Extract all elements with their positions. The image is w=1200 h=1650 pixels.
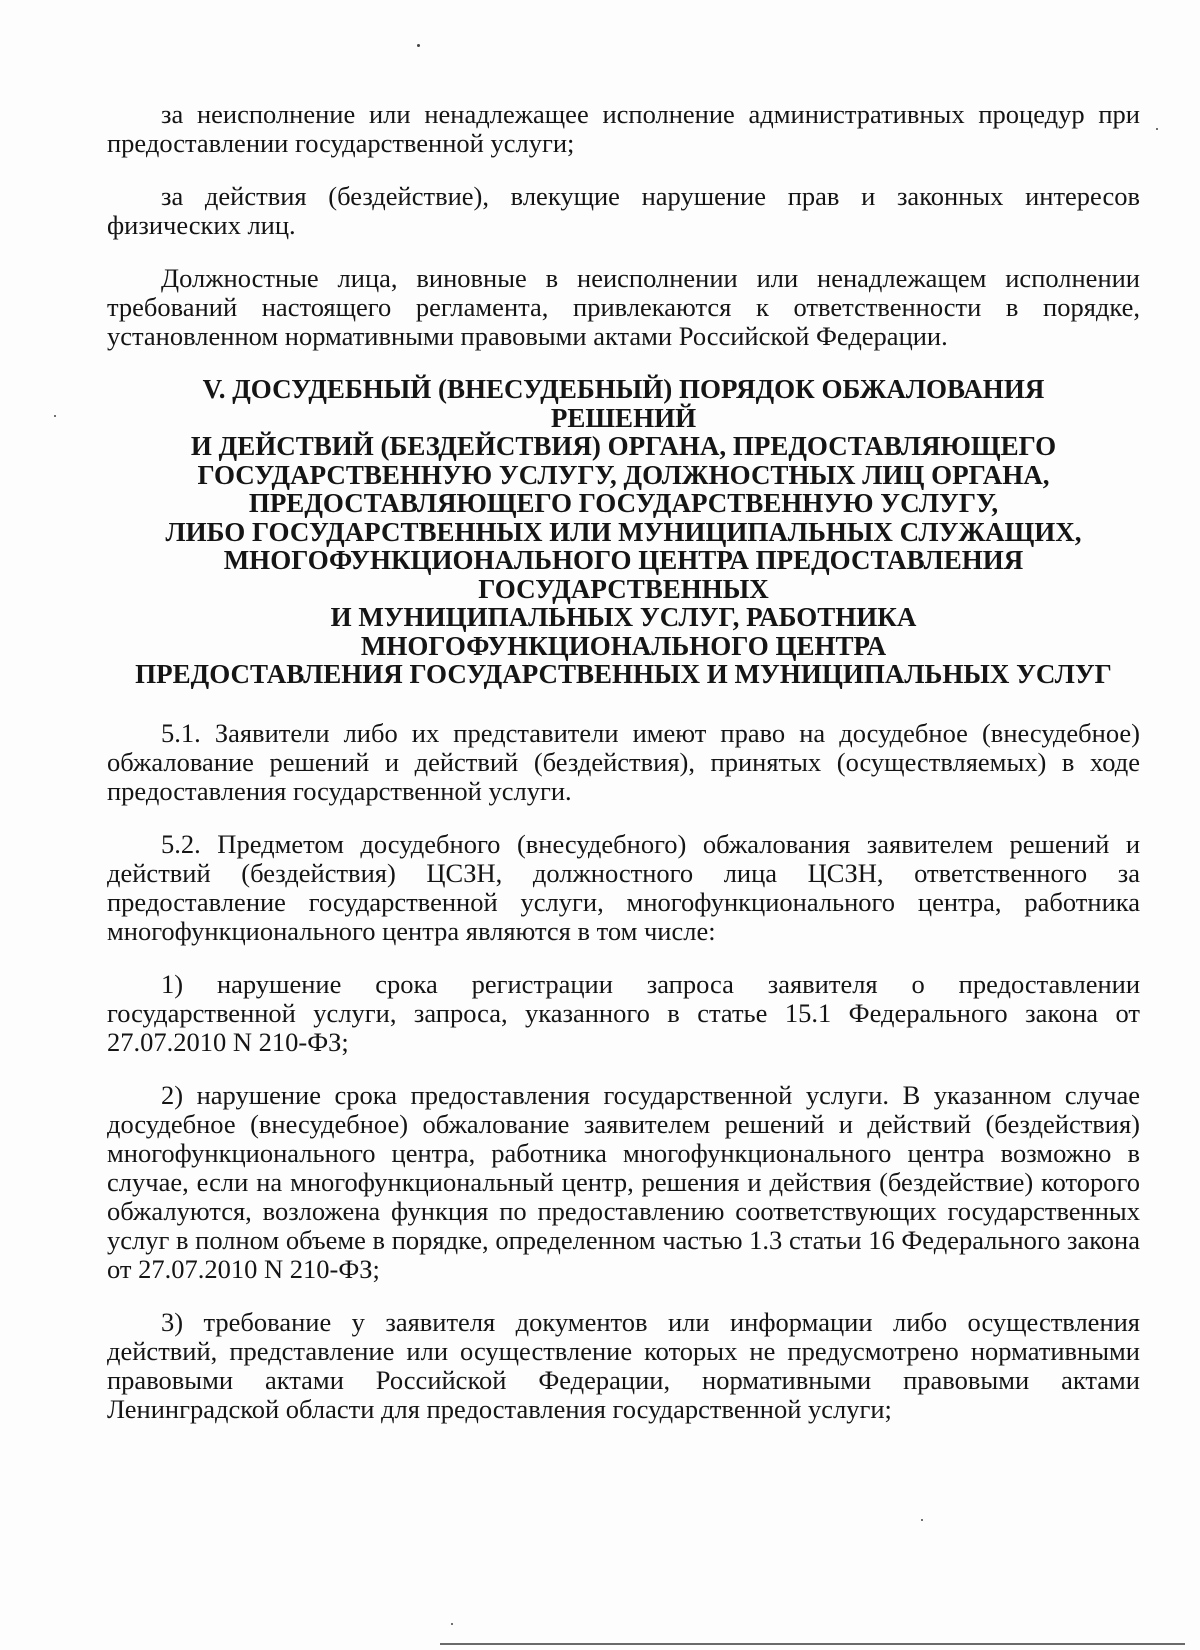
section-v-heading <box>107 375 1140 689</box>
heading-line: МНОГОФУНКЦИОНАЛЬНОГО ЦЕНТРА <box>360 630 887 661</box>
paragraph-officials-liability: Должностные лица, виновные в неисполнении или ненадлежащем исполнении требований настоящего регламента, привлекаются к ответственности в порядке, установленном нормативными правовыми актами Российской Федерации. <box>107 263 1140 351</box>
heading-line: ГОСУДАРСТВЕННЫХ <box>478 573 769 604</box>
list-item-1-registration-deadline: 1) нарушение срока регистрации запроса заявителя о предоставлении государственной услуги, запроса, указанного в статье 15.1 Федерального закона от 27.07.2010 N 210-ФЗ; <box>107 968 1140 1057</box>
heading-line: РЕШЕНИЙ <box>550 402 697 433</box>
document-body <box>107 100 1140 1448</box>
heading-line: И МУНИЦИПАЛЬНЫХ УСЛУГ, РАБОТНИКА <box>330 602 917 632</box>
page-bottom-rule <box>440 1643 1185 1645</box>
heading-line: ГОСУДАРСТВЕННУЮ УСЛУГУ, ДОЛЖНОСТНЫХ ЛИЦ ОРГАНА, <box>197 459 1050 490</box>
scan-speck <box>54 415 56 417</box>
list-item-2-service-deadline: 2) нарушение срока предоставления государственной услуги. В указанном случае досудебное (внесудебное) обжалование заявителем решений и действий (бездействия) многофункционального центра, работника многофункционального центра возможно в случае, если на многофункциональный центр, решения и действия (бездействие) которого обжалуются, возложена функция по предоставлению соответствующих государственных услуг в полном объеме в порядке, определенном частью 1.3 статьи 16 Федерального закона от 27.07.2010 N 210-ФЗ; <box>107 1079 1140 1284</box>
scan-speck <box>1156 128 1158 130</box>
paragraph-nonperformance: за неисполнение или ненадлежащее исполнение административных процедур при предоставлении государственной услуги; <box>107 99 1140 158</box>
heading-line: ПРЕДОСТАВЛЕНИЯ ГОСУДАРСТВЕННЫХ И МУНИЦИПАЛЬНЫХ УСЛУГ <box>135 659 1112 689</box>
list-item-3-document-requirements: 3) требование у заявителя документов или информации либо осуществления действий, представление или осуществление которых не предусмотрено нормативными правовыми актами Российской Федерации, нормативными правовыми актами Ленинградской области для предоставления государственной услуги; <box>107 1306 1140 1424</box>
scan-speck <box>921 1519 923 1521</box>
scan-speck <box>451 1623 453 1625</box>
heading-line: И ДЕЙСТВИЙ (БЕЗДЕЙСТВИЯ) ОРГАНА, ПРЕДОСТАВЛЯЮЩЕГО <box>190 431 1057 461</box>
scan-speck <box>417 44 420 47</box>
paragraph-5-2: 5.2. Предметом досудебного (внесудебного) обжалования заявителем решений и действий (бездействия) ЦСЗН, должностного лица ЦСЗН, ответственного за предоставление государственной услуги, многофункционального центра, работника многофункционального центра являются в том числе: <box>107 828 1140 946</box>
heading-line: ПРЕДОСТАВЛЯЮЩЕГО ГОСУДАРСТВЕННУЮ УСЛУГУ, <box>248 488 999 518</box>
heading-line: ЛИБО ГОСУДАРСТВЕННЫХ ИЛИ МУНИЦИПАЛЬНЫХ СЛУЖАЩИХ, <box>165 516 1082 547</box>
paragraph-5-1: 5.1. Заявители либо их представители имеют право на досудебное (внесудебное) обжалование решений и действий (бездействия), принятых (осуществляемых) в ходе предоставления государственной услуги. <box>107 717 1140 806</box>
heading-line: МНОГОФУНКЦИОНАЛЬНОГО ЦЕНТРА ПРЕДОСТАВЛЕНИЯ <box>223 545 1024 575</box>
heading-line: V. ДОСУДЕБНЫЙ (ВНЕСУДЕБНЫЙ) ПОРЯДОК ОБЖАЛОВАНИЯ <box>202 374 1045 404</box>
paragraph-rights-violation: за действия (бездействие), влекущие нарушение прав и законных интересов физических лиц. <box>107 181 1140 240</box>
